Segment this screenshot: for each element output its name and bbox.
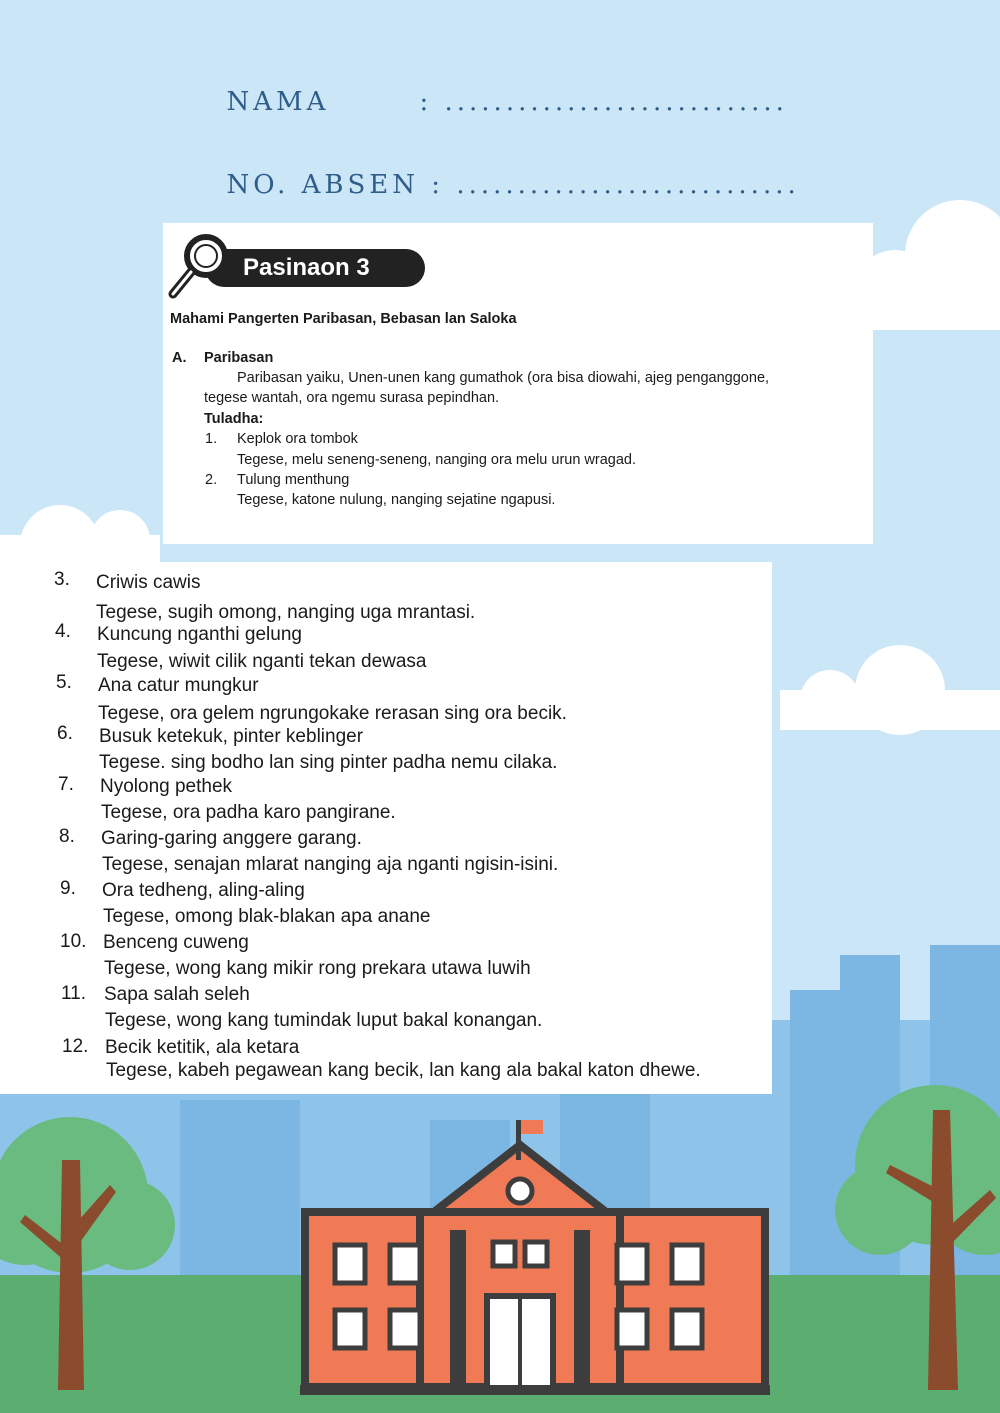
example-4-phrase: Kuncung nganthi gelung <box>97 624 302 645</box>
part-title: Paribasan <box>204 350 274 366</box>
example-6-phrase: Busuk ketekuk, pinter keblinger <box>99 726 364 747</box>
name-label: NAMA <box>226 87 330 117</box>
name-dots: : ............................ <box>419 87 788 117</box>
example-4-meaning: Tegese, wiwit cilik nganti tekan dewasa <box>97 651 427 672</box>
example-2-meaning: Tegese, katone nulung, nanging sejatine ngapusi. <box>237 492 556 508</box>
definition-line-1: Paribasan yaiku, Unen-unen kang gumathok (ora bisa diowahi, ajeg penganggone, <box>237 370 770 386</box>
example-1-phrase: Keplok ora tombok <box>237 431 358 447</box>
example-10-number: 10. <box>60 931 87 952</box>
example-7-phrase: Nyolong pethek <box>100 776 233 797</box>
section-badge-label: Pasinaon 3 <box>243 254 370 281</box>
example-9-number: 9. <box>60 878 76 899</box>
example-3-meaning: Tegese, sugih omong, nanging uga mrantasi. <box>96 602 476 623</box>
example-9-meaning: Tegese, omong blak-blakan apa anane <box>103 906 431 927</box>
example-2-phrase: Tulung menthung <box>237 472 350 488</box>
example-8-phrase: Garing-garing anggere garang. <box>101 828 362 849</box>
example-5-meaning: Tegese, ora gelem ngrungokake rerasan sing ora becik. <box>98 703 567 724</box>
example-11-number: 11. <box>61 983 87 1004</box>
example-8-number: 8. <box>59 826 75 847</box>
absen-label: NO. ABSEN <box>226 170 420 200</box>
example-6-meaning: Tegese. sing bodho lan sing pinter padha nemu cilaka. <box>99 752 558 773</box>
example-9-phrase: Ora tedheng, aling-aling <box>102 880 305 901</box>
example-5-phrase: Ana catur mungkur <box>98 675 259 696</box>
example-12-phrase: Becik ketitik, ala ketara <box>105 1037 300 1058</box>
example-12-number: 12. <box>62 1036 89 1057</box>
example-7-meaning: Tegese, ora padha karo pangirane. <box>101 802 396 823</box>
magnifier-icon <box>166 232 230 300</box>
example-3-number: 3. <box>54 569 70 590</box>
example-7-number: 7. <box>58 774 74 795</box>
topic-title: Mahami Pangerten Paribasan, Bebasan lan Saloka <box>170 311 517 327</box>
example-1-meaning: Tegese, melu seneng-seneng, nanging ora melu urun wragad. <box>237 452 637 468</box>
example-11-meaning: Tegese, wong kang tumindak luput bakal konangan. <box>105 1010 543 1031</box>
example-5-number: 5. <box>56 672 72 693</box>
examples-label: Tuladha: <box>204 411 264 427</box>
example-3-phrase: Criwis cawis <box>96 572 201 593</box>
absen-field[interactable] <box>202 140 800 200</box>
example-6-number: 6. <box>57 723 73 744</box>
example-11-phrase: Sapa salah seleh <box>104 984 250 1005</box>
definition-line-2: tegese wantah, ora ngemu surasa pepindhan. <box>204 390 500 406</box>
example-2-number: 2. <box>205 472 218 488</box>
example-10-phrase: Benceng cuweng <box>103 932 249 953</box>
absen-dots: : ............................ <box>431 170 800 200</box>
example-8-meaning: Tegese, senajan mlarat nanging aja nganti ngisin-isini. <box>102 854 559 875</box>
part-letter: A. <box>172 350 187 366</box>
example-1-number: 1. <box>205 431 218 447</box>
example-12-meaning: Tegese, kabeh pegawean kang becik, lan kang ala bakal katon dhewe. <box>106 1060 701 1081</box>
name-field[interactable] <box>202 57 788 117</box>
example-4-number: 4. <box>55 621 71 642</box>
example-10-meaning: Tegese, wong kang mikir rong prekara utawa luwih <box>104 958 531 979</box>
